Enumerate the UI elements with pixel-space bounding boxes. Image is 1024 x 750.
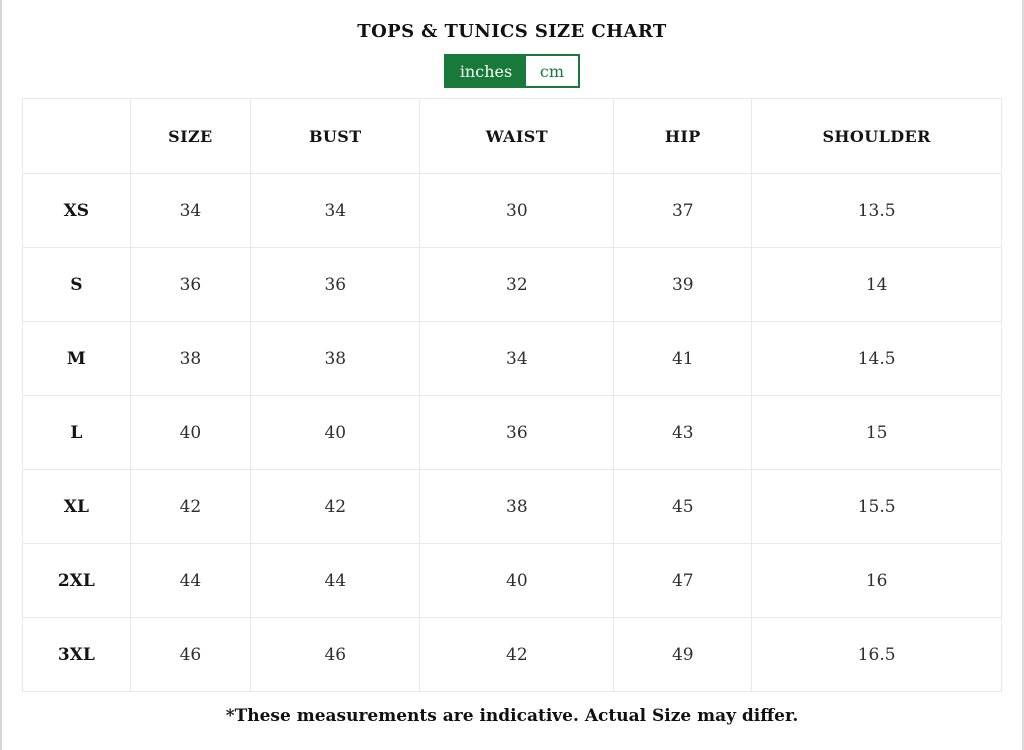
- table-cell: 46: [130, 618, 250, 692]
- table-cell: 43: [614, 396, 752, 470]
- column-header: SHOULDER: [752, 99, 1002, 174]
- row-label: 3XL: [23, 618, 131, 692]
- table-row: [23, 544, 1002, 618]
- table-cell: 39: [614, 248, 752, 322]
- table-cell: 34: [130, 174, 250, 248]
- table-cell: 44: [130, 544, 250, 618]
- size-table-body: [23, 174, 1002, 692]
- row-label: 2XL: [23, 544, 131, 618]
- table-cell: 15.5: [752, 470, 1002, 544]
- table-cell: 45: [614, 470, 752, 544]
- table-cell: 40: [420, 544, 614, 618]
- row-label: S: [23, 248, 131, 322]
- table-cell: 16.5: [752, 618, 1002, 692]
- table-row: [23, 174, 1002, 248]
- table-row: [23, 322, 1002, 396]
- column-header: BUST: [251, 99, 420, 174]
- row-label: M: [23, 322, 131, 396]
- footnote: *These measurements are indicative. Actual Size may differ.: [225, 706, 799, 726]
- table-cell: 15: [752, 396, 1002, 470]
- table-cell: 34: [420, 322, 614, 396]
- table-cell: 14: [752, 248, 1002, 322]
- table-cell: 40: [251, 396, 420, 470]
- unit-toggle-inches[interactable]: inches: [446, 56, 526, 86]
- table-cell: 40: [130, 396, 250, 470]
- row-label: L: [23, 396, 131, 470]
- table-cell: 49: [614, 618, 752, 692]
- table-cell: 36: [251, 248, 420, 322]
- row-label: XS: [23, 174, 131, 248]
- column-header: [23, 99, 131, 174]
- table-cell: 44: [251, 544, 420, 618]
- unit-toggle-cm[interactable]: cm: [526, 56, 578, 86]
- table-cell: 38: [251, 322, 420, 396]
- table-cell: 36: [420, 396, 614, 470]
- table-cell: 30: [420, 174, 614, 248]
- table-cell: 42: [130, 470, 250, 544]
- column-header: SIZE: [130, 99, 250, 174]
- table-cell: 38: [130, 322, 250, 396]
- table-cell: 13.5: [752, 174, 1002, 248]
- table-row: [23, 396, 1002, 470]
- table-cell: 34: [251, 174, 420, 248]
- table-cell: 36: [130, 248, 250, 322]
- table-cell: 42: [420, 618, 614, 692]
- column-header: HIP: [614, 99, 752, 174]
- unit-toggle: [444, 54, 580, 88]
- table-cell: 41: [614, 322, 752, 396]
- size-chart-table: [22, 98, 1002, 692]
- page-title: TOPS & TUNICS SIZE CHART: [357, 21, 667, 42]
- table-cell: 32: [420, 248, 614, 322]
- row-label: XL: [23, 470, 131, 544]
- table-cell: 46: [251, 618, 420, 692]
- table-cell: 47: [614, 544, 752, 618]
- table-row: [23, 248, 1002, 322]
- table-row: [23, 618, 1002, 692]
- header-row: [23, 99, 1002, 174]
- table-cell: 37: [614, 174, 752, 248]
- table-row: [23, 470, 1002, 544]
- table-cell: 14.5: [752, 322, 1002, 396]
- column-header: WAIST: [420, 99, 614, 174]
- table-cell: 16: [752, 544, 1002, 618]
- table-cell: 42: [251, 470, 420, 544]
- table-cell: 38: [420, 470, 614, 544]
